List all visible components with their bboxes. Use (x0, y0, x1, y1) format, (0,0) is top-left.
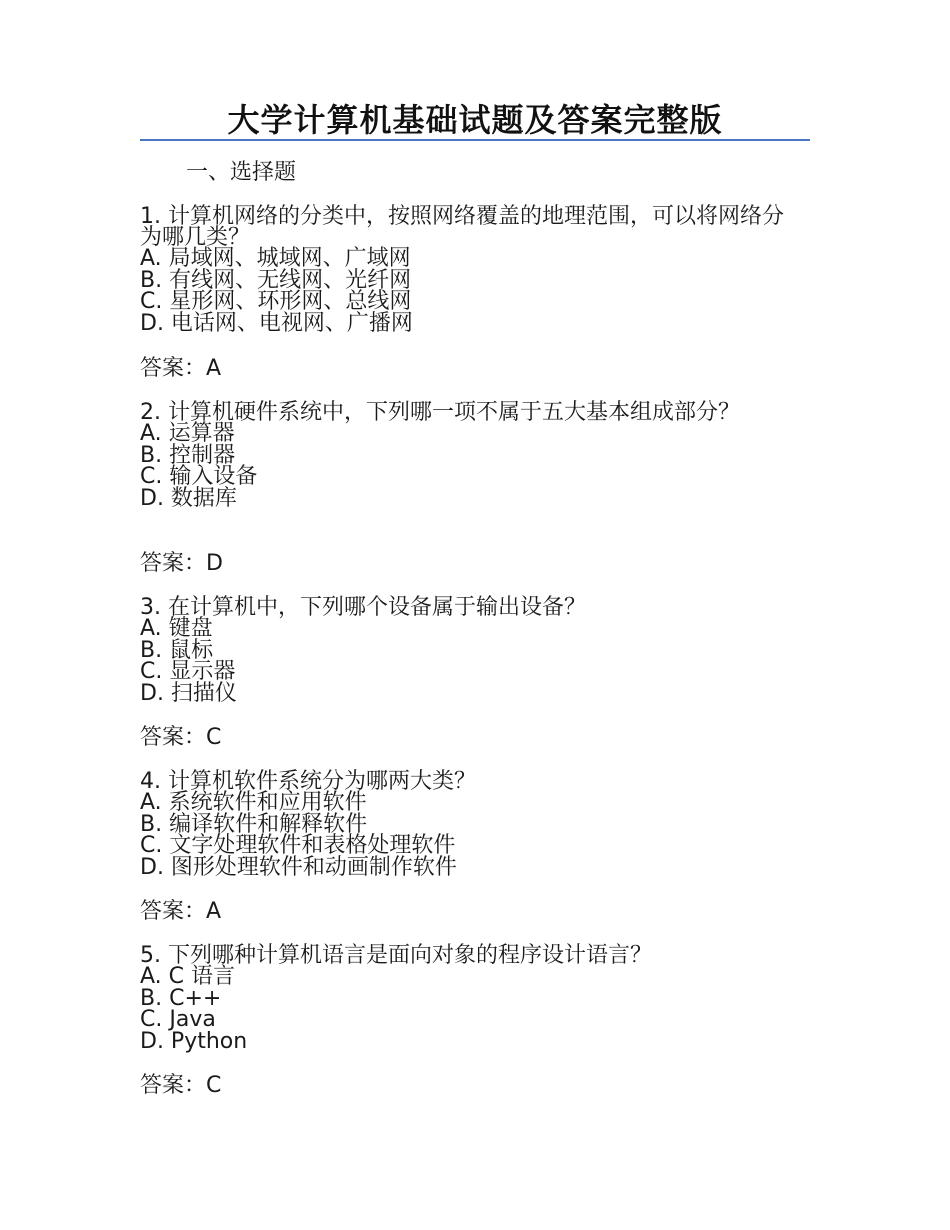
option-a: A. 键盘 (140, 616, 213, 641)
option-a: A. 系统软件和应用软件 (140, 790, 367, 815)
answer-value: C (206, 1073, 222, 1098)
question-3 (140, 597, 800, 704)
option-c: C. 输入设备 (140, 464, 258, 489)
option-b: B. 有线网、无线网、光纤网 (140, 267, 412, 293)
title-underline (140, 139, 810, 141)
option-a: A. 运算器 (140, 421, 235, 446)
document-title: 大学计算机基础试题及答案完整版 (227, 101, 723, 139)
question-text: 3. 在计算机中，下列哪个设备属于输出设备？ (140, 595, 586, 620)
option-b: B. C++ (140, 985, 222, 1011)
option-d: D. 扫描仪 (140, 680, 237, 706)
answer-4 (140, 897, 221, 927)
answer-2 (140, 549, 223, 579)
question-2 (140, 402, 800, 509)
answer-label: 答案： (140, 551, 207, 576)
question-1 (140, 206, 800, 334)
answer-label: 答案： (140, 899, 207, 924)
question-5 (140, 945, 800, 1052)
question-text: 4. 计算机软件系统分为哪两大类？ (140, 769, 476, 794)
option-b: B. 鼠标 (140, 637, 214, 663)
answer-value: A (206, 899, 222, 924)
option-d: D. 电话网、电视网、广播网 (140, 310, 413, 336)
question-text: 5. 下列哪种计算机语言是面向对象的程序设计语言？ (140, 943, 652, 968)
option-d: D. Python (140, 1028, 248, 1054)
answer-value: C (206, 725, 222, 750)
section-heading: 一、选择题 (186, 160, 297, 185)
option-c: C. 显示器 (140, 659, 236, 684)
option-b: B. 控制器 (140, 442, 236, 468)
option-c: C. 文字处理软件和表格处理软件 (140, 833, 456, 858)
answer-3 (140, 723, 221, 753)
option-d: D. 数据库 (140, 485, 237, 511)
question-text: 1. 计算机网络的分类中，按照网络覆盖的地理范围，可以将网络分为哪几类？ (140, 204, 784, 250)
option-b: B. 编译软件和解释软件 (140, 811, 368, 837)
option-a: A. C 语言 (140, 964, 236, 989)
answer-value: A (206, 356, 222, 381)
question-4 (140, 771, 800, 878)
answer-value: D (206, 551, 223, 576)
option-d: D. 图形处理软件和动画制作软件 (140, 854, 457, 880)
question-text: 2. 计算机硬件系统中，下列哪一项不属于五大基本组成部分？ (140, 400, 740, 425)
answer-5 (140, 1071, 221, 1101)
option-a: A. 局域网、城域网、广域网 (140, 246, 411, 271)
answer-label: 答案： (140, 1073, 207, 1098)
option-c: C. Java (140, 1007, 216, 1032)
answer-label: 答案： (140, 356, 207, 381)
answer-label: 答案： (140, 725, 207, 750)
option-c: C. 星形网、环形网、总线网 (140, 289, 412, 314)
answer-1 (140, 354, 221, 384)
